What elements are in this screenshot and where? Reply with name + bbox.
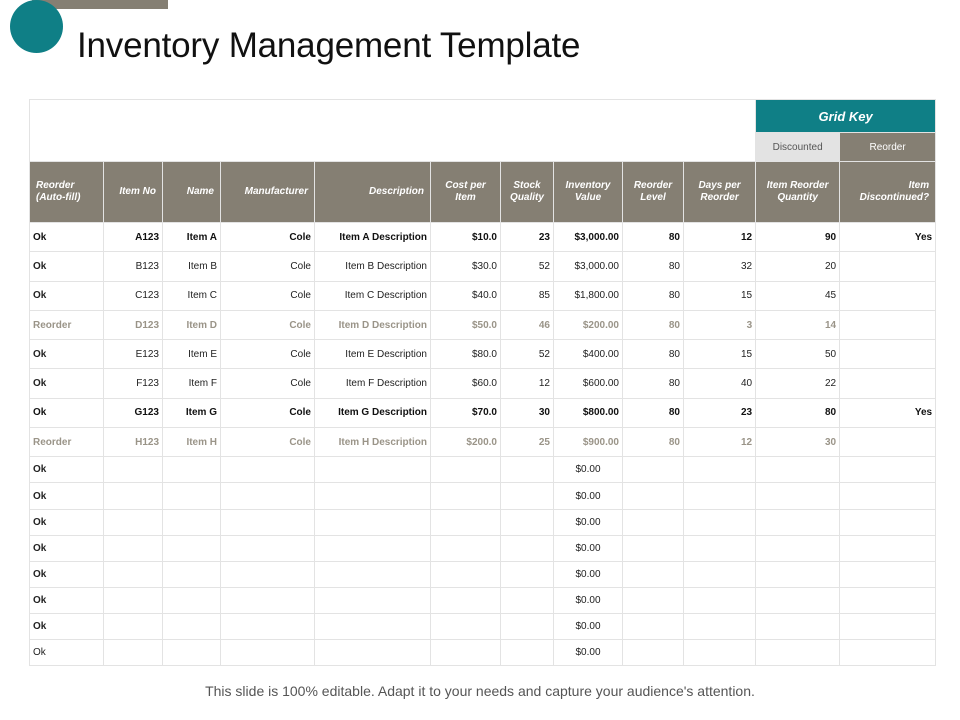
description-cell: Item D Description	[315, 310, 431, 339]
item-no-cell: G123	[104, 398, 163, 427]
status-cell: Ok	[30, 587, 104, 613]
accent-circle	[10, 0, 63, 53]
table-row	[30, 587, 936, 613]
name-cell: Item F	[163, 369, 221, 398]
inventory-value-cell: $0.00	[554, 457, 623, 483]
column-header: Item Discontinued?	[840, 162, 936, 223]
inventory-value-cell: $900.00	[554, 428, 623, 457]
inventory-value-cell: $1,800.00	[554, 281, 623, 310]
discontinued-cell	[840, 428, 936, 457]
manufacturer-cell: Cole	[221, 310, 315, 339]
reorder-qty-cell: 90	[756, 223, 840, 252]
status-cell: Ok	[30, 561, 104, 587]
inventory-value-cell: $0.00	[554, 640, 623, 666]
description-cell: Item C Description	[315, 281, 431, 310]
status-cell: Ok	[30, 369, 104, 398]
column-header: Cost per Item	[431, 162, 501, 223]
item-no-cell: C123	[104, 281, 163, 310]
name-cell: Item A	[163, 223, 221, 252]
inventory-value-cell: $3,000.00	[554, 223, 623, 252]
item-no-cell: B123	[104, 252, 163, 281]
column-header: Stock Quality	[501, 162, 554, 223]
grid-key-title: Grid Key	[756, 100, 936, 133]
status-cell: Ok	[30, 483, 104, 509]
table-row	[30, 561, 936, 587]
column-header: Item Reorder Quantity	[756, 162, 840, 223]
description-cell: Item E Description	[315, 340, 431, 369]
manufacturer-cell: Cole	[221, 369, 315, 398]
inventory-value-cell: $400.00	[554, 340, 623, 369]
reorder-qty-cell: 20	[756, 252, 840, 281]
manufacturer-cell: Cole	[221, 398, 315, 427]
discontinued-cell	[840, 252, 936, 281]
column-header: Reorder Level	[623, 162, 684, 223]
name-cell: Item C	[163, 281, 221, 310]
status-cell: Ok	[30, 252, 104, 281]
stock-cell: 52	[501, 252, 554, 281]
days-cell: 15	[684, 340, 756, 369]
description-cell: Item H Description	[315, 428, 431, 457]
table-row	[30, 223, 936, 252]
inventory-value-cell: $0.00	[554, 535, 623, 561]
item-no-cell: D123	[104, 310, 163, 339]
stock-cell: 12	[501, 369, 554, 398]
reorder-level-cell: 80	[623, 369, 684, 398]
cost-cell: $80.0	[431, 340, 501, 369]
name-cell: Item D	[163, 310, 221, 339]
stock-cell: 52	[501, 340, 554, 369]
grid-key-discounted: Discounted	[756, 133, 840, 162]
manufacturer-cell: Cole	[221, 281, 315, 310]
discontinued-cell	[840, 310, 936, 339]
table-row	[30, 428, 936, 457]
table-header-row	[30, 162, 936, 223]
stock-cell: 25	[501, 428, 554, 457]
reorder-level-cell: 80	[623, 252, 684, 281]
description-cell: Item F Description	[315, 369, 431, 398]
table-row	[30, 640, 936, 666]
item-no-cell: F123	[104, 369, 163, 398]
inventory-value-cell: $3,000.00	[554, 252, 623, 281]
status-cell: Ok	[30, 613, 104, 639]
inventory-value-cell: $600.00	[554, 369, 623, 398]
days-cell: 12	[684, 223, 756, 252]
manufacturer-cell: Cole	[221, 428, 315, 457]
item-no-cell: E123	[104, 340, 163, 369]
description-cell: Item A Description	[315, 223, 431, 252]
status-cell: Ok	[30, 535, 104, 561]
column-header: Item No	[104, 162, 163, 223]
table-row	[30, 340, 936, 369]
reorder-level-cell: 80	[623, 428, 684, 457]
table-row	[30, 369, 936, 398]
days-cell: 40	[684, 369, 756, 398]
item-no-cell: H123	[104, 428, 163, 457]
cost-cell: $60.0	[431, 369, 501, 398]
inventory-table	[29, 99, 936, 666]
status-cell: Ok	[30, 398, 104, 427]
column-header: Description	[315, 162, 431, 223]
reorder-qty-cell: 14	[756, 310, 840, 339]
cost-cell: $10.0	[431, 223, 501, 252]
reorder-qty-cell: 30	[756, 428, 840, 457]
status-cell: Ok	[30, 509, 104, 535]
table-row	[30, 483, 936, 509]
name-cell: Item E	[163, 340, 221, 369]
item-no-cell: A123	[104, 223, 163, 252]
reorder-qty-cell: 50	[756, 340, 840, 369]
table-row	[30, 457, 936, 483]
status-cell: Ok	[30, 457, 104, 483]
cost-cell: $70.0	[431, 398, 501, 427]
reorder-level-cell: 80	[623, 281, 684, 310]
inventory-value-cell: $0.00	[554, 561, 623, 587]
status-cell: Ok	[30, 640, 104, 666]
manufacturer-cell: Cole	[221, 252, 315, 281]
reorder-level-cell: 80	[623, 310, 684, 339]
status-cell: Ok	[30, 223, 104, 252]
discontinued-cell	[840, 340, 936, 369]
stock-cell: 85	[501, 281, 554, 310]
discontinued-cell	[840, 281, 936, 310]
table-row	[30, 613, 936, 639]
column-header: Name	[163, 162, 221, 223]
column-header: Manufacturer	[221, 162, 315, 223]
column-header: Reorder (Auto-fill)	[30, 162, 104, 223]
cost-cell: $50.0	[431, 310, 501, 339]
manufacturer-cell: Cole	[221, 340, 315, 369]
name-cell: Item B	[163, 252, 221, 281]
table-row	[30, 310, 936, 339]
inventory-value-cell: $0.00	[554, 509, 623, 535]
inventory-value-cell: $0.00	[554, 483, 623, 509]
days-cell: 12	[684, 428, 756, 457]
discontinued-cell	[840, 369, 936, 398]
reorder-qty-cell: 22	[756, 369, 840, 398]
reorder-qty-cell: 45	[756, 281, 840, 310]
table-row	[30, 535, 936, 561]
table-row	[30, 252, 936, 281]
status-cell: Ok	[30, 340, 104, 369]
reorder-level-cell: 80	[623, 398, 684, 427]
name-cell: Item H	[163, 428, 221, 457]
status-cell: Ok	[30, 281, 104, 310]
days-cell: 15	[684, 281, 756, 310]
inventory-value-cell: $200.00	[554, 310, 623, 339]
status-cell: Reorder	[30, 310, 104, 339]
inventory-value-cell: $0.00	[554, 587, 623, 613]
cost-cell: $30.0	[431, 252, 501, 281]
page-title: Inventory Management Template	[77, 26, 581, 65]
description-cell: Item B Description	[315, 252, 431, 281]
column-header: Days per Reorder	[684, 162, 756, 223]
cost-cell: $200.0	[431, 428, 501, 457]
cost-cell: $40.0	[431, 281, 501, 310]
days-cell: 23	[684, 398, 756, 427]
discontinued-cell: Yes	[840, 398, 936, 427]
footer-caption: This slide is 100% editable. Adapt it to your needs and capture your audience's attention.	[205, 683, 755, 699]
grid-key-reorder: Reorder	[840, 133, 936, 162]
reorder-level-cell: 80	[623, 340, 684, 369]
table-row	[30, 509, 936, 535]
table-row	[30, 281, 936, 310]
reorder-qty-cell: 80	[756, 398, 840, 427]
description-cell: Item G Description	[315, 398, 431, 427]
table-row	[30, 398, 936, 427]
manufacturer-cell: Cole	[221, 223, 315, 252]
stock-cell: 30	[501, 398, 554, 427]
inventory-value-cell: $0.00	[554, 613, 623, 639]
inventory-value-cell: $800.00	[554, 398, 623, 427]
days-cell: 32	[684, 252, 756, 281]
days-cell: 3	[684, 310, 756, 339]
stock-cell: 23	[501, 223, 554, 252]
column-header: Inventory Value	[554, 162, 623, 223]
name-cell: Item G	[163, 398, 221, 427]
discontinued-cell: Yes	[840, 223, 936, 252]
stock-cell: 46	[501, 310, 554, 339]
reorder-level-cell: 80	[623, 223, 684, 252]
status-cell: Reorder	[30, 428, 104, 457]
